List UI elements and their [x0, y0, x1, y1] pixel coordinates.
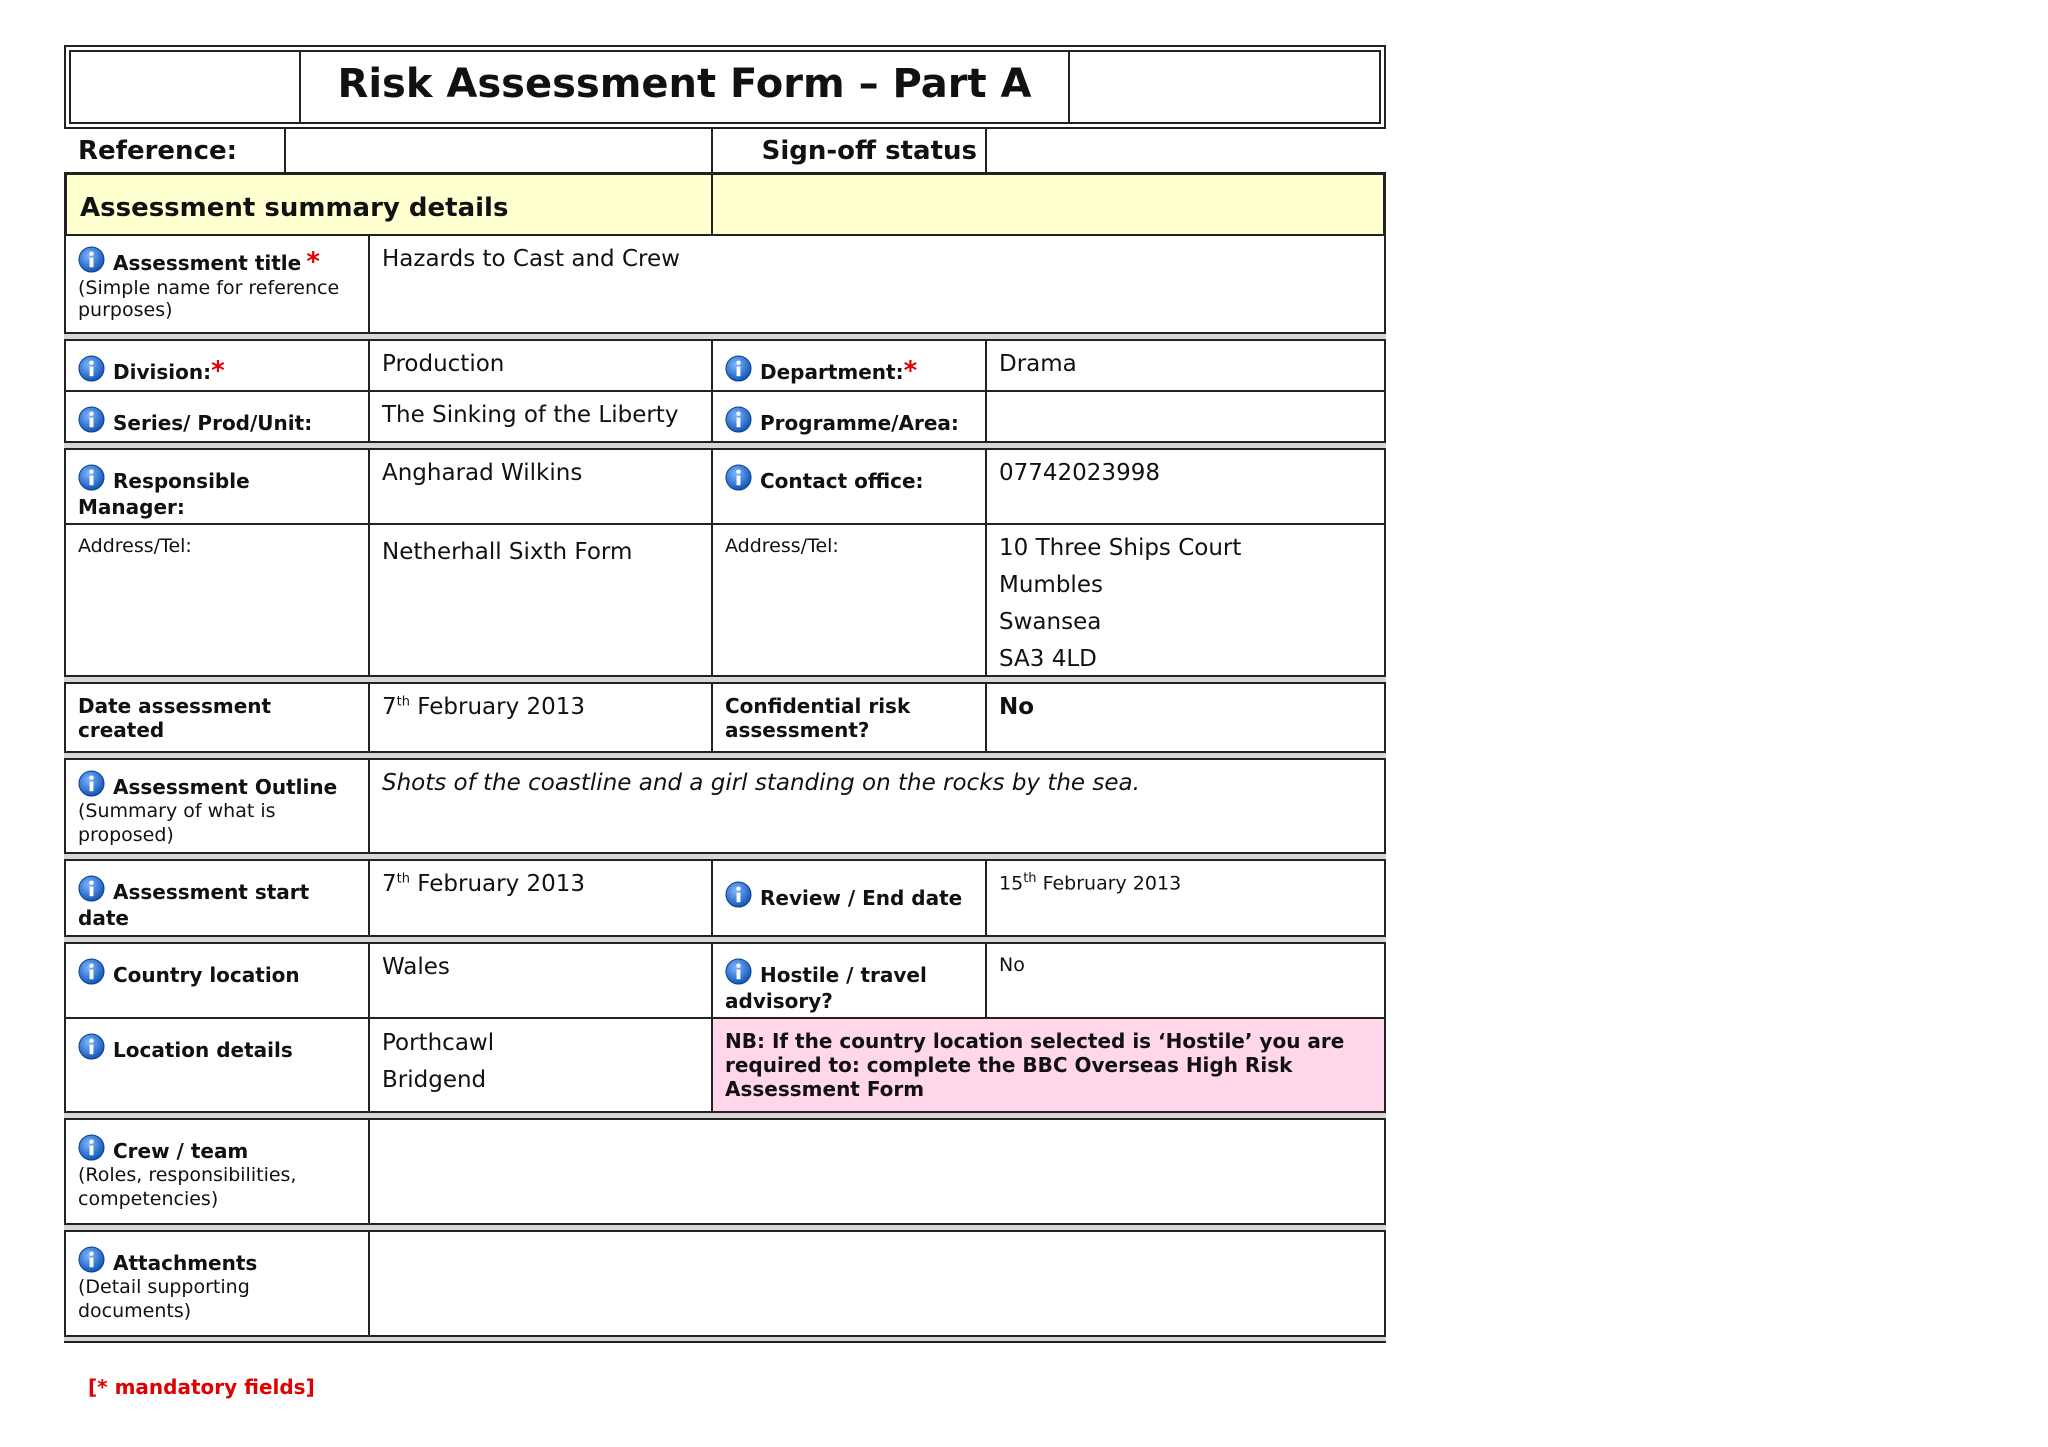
reference-input[interactable]	[286, 128, 711, 173]
info-icon[interactable]	[78, 958, 105, 985]
address-field-left[interactable]: Netherhall Sixth Form	[368, 523, 713, 677]
info-icon[interactable]	[78, 1134, 105, 1161]
hostile-warning-note: NB: If the country location selected is ‘Hostile’ you are required to: complete the BBC Overseas High Risk Assessment Form	[711, 1017, 1386, 1113]
info-icon[interactable]	[725, 464, 752, 491]
division-label-cell: Division:*	[64, 339, 370, 392]
department-field[interactable]: Drama	[985, 339, 1386, 392]
review-date-label-cell: Review / End date	[711, 859, 987, 937]
department-label-cell: Department:*	[711, 339, 987, 392]
mandatory-star: *	[306, 247, 320, 277]
confidential-label: Confidential risk assessment?	[711, 682, 987, 753]
address-field-right[interactable]: 10 Three Ships Court Mumbles Swansea SA3 4LD	[985, 523, 1386, 677]
info-icon[interactable]	[78, 1246, 105, 1273]
signoff-input[interactable]	[987, 128, 1386, 173]
info-icon[interactable]	[78, 464, 105, 491]
assessment-title-label-cell: Assessment title * (Simple name for reference purposes)	[64, 234, 370, 334]
signoff-label: Sign-off status	[761, 136, 977, 166]
country-label-cell: Country location	[64, 942, 370, 1019]
info-icon[interactable]	[78, 875, 105, 902]
hostile-label-cell: Hostile / travel advisory?	[711, 942, 987, 1019]
location-label-cell: Location details	[64, 1017, 370, 1113]
review-date-field[interactable]: 15th February 2013	[985, 859, 1386, 937]
address-label-right: Address/Tel:	[711, 523, 987, 677]
programme-field[interactable]	[985, 390, 1386, 443]
mandatory-fields-note: [* mandatory fields]	[88, 1375, 315, 1399]
mandatory-star: *	[903, 356, 918, 386]
summary-heading-right	[711, 172, 1386, 236]
reference-row	[64, 128, 1386, 173]
info-icon[interactable]	[725, 958, 752, 985]
date-created-label: Date assessment created	[64, 682, 370, 753]
mandatory-star: *	[211, 356, 225, 386]
crew-label-cell: Crew / team (Roles, responsibilities, competencies)	[64, 1118, 370, 1225]
summary-heading: Assessment summary details	[64, 172, 713, 236]
series-label-cell: Series/ Prod/Unit:	[64, 390, 370, 443]
division-field[interactable]: Production	[368, 339, 713, 392]
contact-label-cell: Contact office:	[711, 448, 987, 525]
attachments-field[interactable]	[368, 1230, 1386, 1337]
page-title: Risk Assessment Form – Part A	[337, 61, 1032, 107]
reference-label: Reference:	[78, 136, 238, 166]
info-icon[interactable]	[725, 881, 752, 908]
location-field[interactable]: Porthcawl Bridgend	[368, 1017, 713, 1113]
info-icon[interactable]	[78, 246, 105, 273]
title-block	[64, 45, 1386, 129]
confidential-field[interactable]: No	[985, 682, 1386, 753]
manager-field[interactable]: Angharad Wilkins	[368, 448, 713, 525]
address-label-left: Address/Tel:	[64, 523, 370, 677]
start-date-field[interactable]: 7th February 2013	[368, 859, 713, 937]
series-field[interactable]: The Sinking of the Liberty	[368, 390, 713, 443]
info-icon[interactable]	[78, 406, 105, 433]
programme-label-cell: Programme/Area:	[711, 390, 987, 443]
crew-field[interactable]	[368, 1118, 1386, 1225]
attachments-label-cell: Attachments (Detail supporting documents)	[64, 1230, 370, 1337]
outline-label-cell: Assessment Outline (Summary of what is proposed)	[64, 758, 370, 854]
info-icon[interactable]	[725, 355, 752, 382]
info-icon[interactable]	[78, 770, 105, 797]
start-date-label-cell: Assessment start date	[64, 859, 370, 937]
contact-field[interactable]: 07742023998	[985, 448, 1386, 525]
country-field[interactable]: Wales	[368, 942, 713, 1019]
info-icon[interactable]	[78, 1033, 105, 1060]
info-icon[interactable]	[78, 355, 105, 382]
manager-label-cell: Responsible Manager:	[64, 448, 370, 525]
hostile-field[interactable]: No	[985, 942, 1386, 1019]
outline-field[interactable]: Shots of the coastline and a girl standing on the rocks by the sea.	[368, 758, 1386, 854]
info-icon[interactable]	[725, 406, 752, 433]
date-created-field[interactable]: 7th February 2013	[368, 682, 713, 753]
assessment-title-field[interactable]: Hazards to Cast and Crew	[368, 234, 1386, 334]
